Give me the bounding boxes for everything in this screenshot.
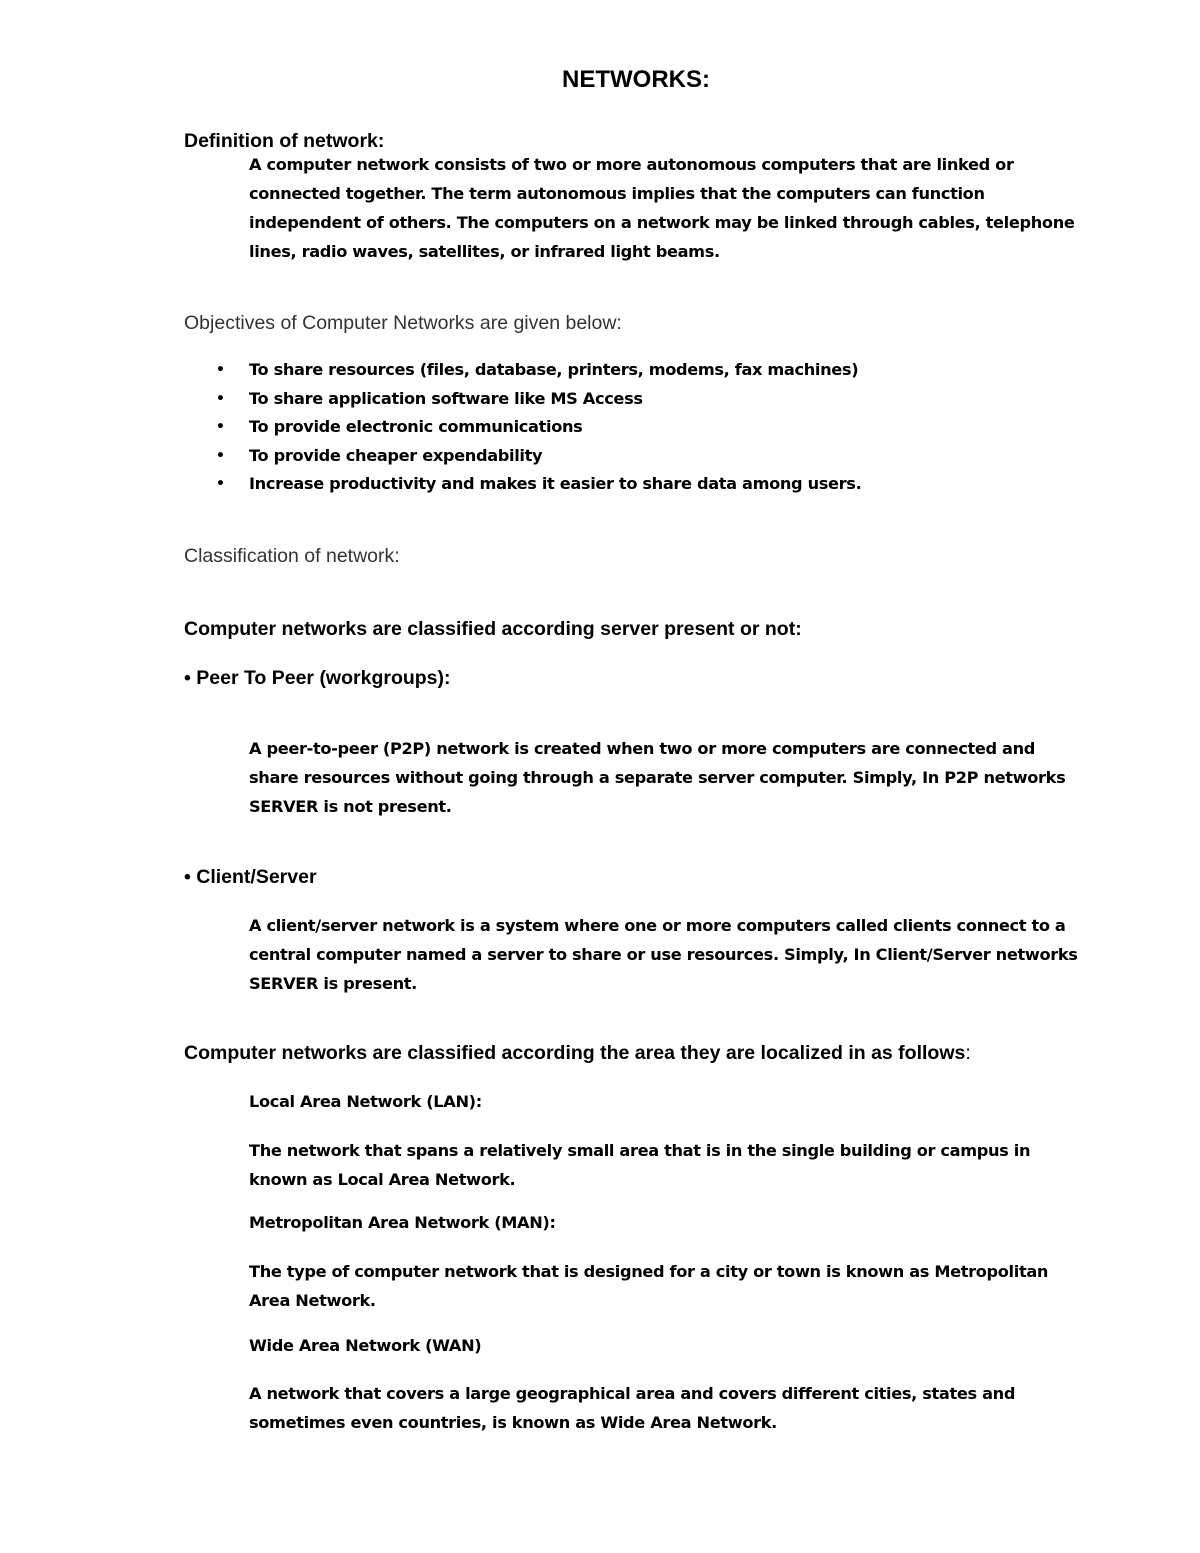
list-item-text: Increase productivity and makes it easier to share data among users. bbox=[249, 474, 862, 494]
bullet-icon: • bbox=[216, 447, 225, 464]
peer-to-peer-text: A peer-to-peer (P2P) network is created when two or more computers are connected and share resources without going through a separate server computer. Simply, In P2P networks SERVER is not present. bbox=[249, 739, 1066, 816]
bullet-icon: • bbox=[216, 476, 225, 493]
list-item bbox=[216, 356, 861, 385]
man-text: The type of computer network that is designed for a city or town is known as Metropolitan Area Network. bbox=[249, 1262, 1049, 1310]
list-item-text: To provide cheaper expendability bbox=[249, 445, 543, 465]
bullet-icon: • bbox=[216, 419, 225, 436]
area-classification-heading bbox=[184, 1042, 971, 1065]
server-classification-heading: Computer networks are classified according server present or not: bbox=[184, 618, 802, 640]
man-heading: Metropolitan Area Network (MAN): bbox=[249, 1213, 556, 1232]
client-server-heading: • Client/Server bbox=[184, 866, 317, 888]
definition-text: A computer network consists of two or more autonomous computers that are linked or connected together. The term autonomous implies that the computers can function independent of others. The computers on a network may be linked through cables, telephone lines, radio waves, satellites, or infrared light beams. bbox=[249, 155, 1075, 261]
wan-heading: Wide Area Network (WAN) bbox=[249, 1336, 482, 1355]
list-item bbox=[216, 442, 861, 471]
objectives-heading: Objectives of Computer Networks are given below: bbox=[184, 312, 622, 334]
lan-heading: Local Area Network (LAN): bbox=[249, 1092, 482, 1111]
definition-heading: Definition of network: bbox=[184, 130, 385, 152]
bullet-icon: • bbox=[216, 390, 225, 407]
lan-text: The network that spans a relatively small area that is in the single building or campus in known as Local Area Network. bbox=[249, 1141, 1031, 1189]
list-item bbox=[216, 413, 861, 442]
list-item-text: To share application software like MS Access bbox=[249, 388, 643, 408]
classification-heading: Classification of network: bbox=[184, 545, 400, 567]
peer-to-peer-heading: • Peer To Peer (workgroups): bbox=[184, 667, 451, 689]
page-title: NETWORKS: bbox=[562, 66, 710, 93]
list-item-text: To provide electronic communications bbox=[249, 417, 583, 437]
wan-text: A network that covers a large geographical area and covers different cities, states and sometimes even countries, is known as Wide Area Network. bbox=[249, 1384, 1016, 1432]
area-heading-text: Computer networks are classified according the area they are localized in as follows bbox=[184, 1042, 966, 1064]
area-heading-suffix: : bbox=[965, 1042, 971, 1064]
list-item bbox=[216, 385, 861, 414]
objectives-list bbox=[216, 356, 862, 499]
list-item bbox=[216, 470, 862, 499]
list-item-text: To share resources (files, database, printers, modems, fax machines) bbox=[249, 360, 859, 379]
bullet-icon: • bbox=[216, 362, 225, 378]
client-server-text: A client/server network is a system where one or more computers called clients connect to a central computer named a server to share or use resources. Simply, In Client/Server networks SERVER is present. bbox=[249, 916, 1078, 993]
